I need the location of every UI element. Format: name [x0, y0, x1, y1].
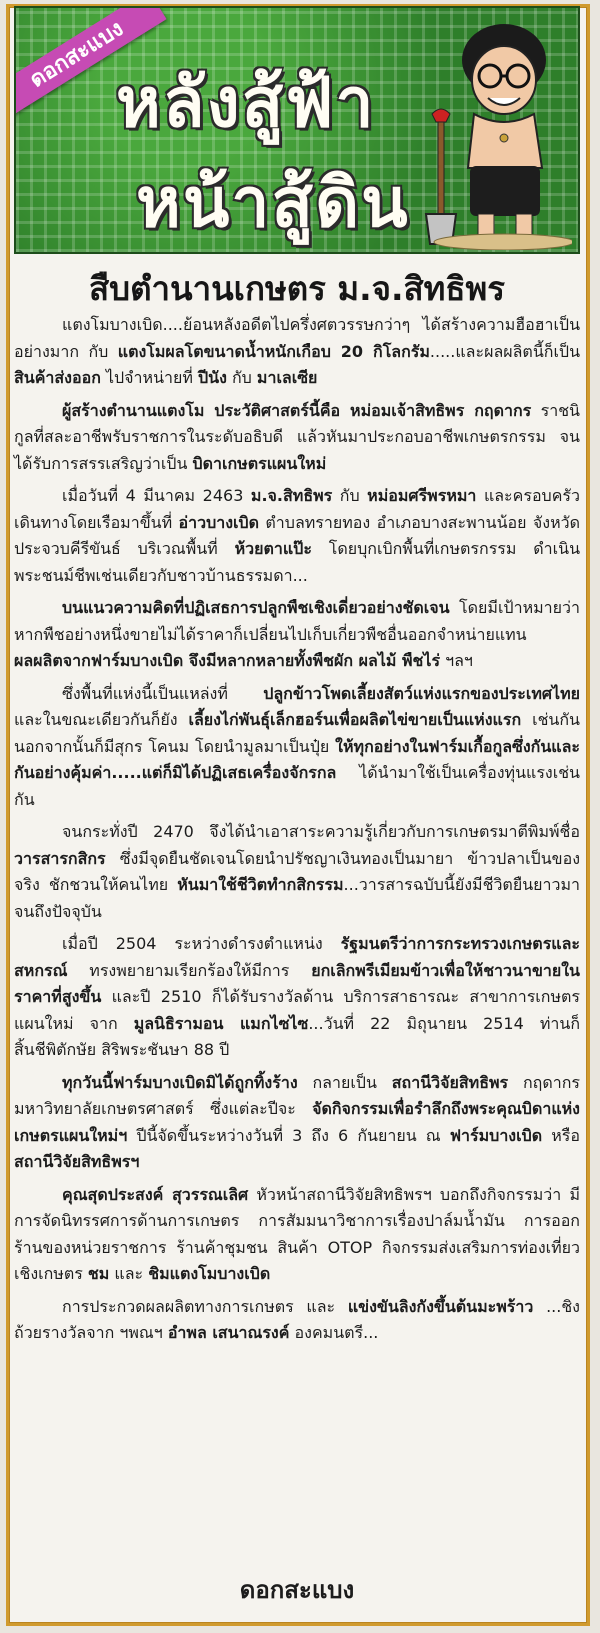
body-text-run: เมื่อวันที่ 4 มีนาคม 2463 — [62, 486, 251, 505]
body-text-run: การประกวดผลผลิตทางการเกษตร และ — [62, 1296, 348, 1316]
emphasis-text: ห้วยตาแป๊ะ — [234, 539, 312, 558]
emphasis-text: หม่อมศรีพรหมา — [367, 486, 477, 505]
body-text-run: แตงโมบางเบิด....ย้อนหลังอดีตไปครึ่งศตวรรษกว่าๆ ได้สร้างความฮือฮาเป็นอย่างมาก กับ — [14, 315, 580, 361]
emphasis-text: ชิมแตงโมบางเบิด — [148, 1264, 271, 1283]
article-paragraph — [14, 398, 580, 478]
body-text-run: กฤดากร มหาวิทยาลัยเกษตรศาสตร์ ซึ่งแต่ละปีจะ — [14, 1072, 580, 1118]
body-text-run: ราชนิกูลที่สละอาชีพรับราชการในระดับอธิบดี แล้วหันมาประกอบอาชีพเกษตรกรรม จนได้รับการสรรเสริญว่าเป็น — [14, 400, 580, 473]
article-paragraph — [14, 1294, 580, 1347]
emphasis-text: แข่งขันลิงกังขึ้นต้นมะพร้าว — [347, 1296, 534, 1316]
emphasis-text: มูลนิธิรามอน แมกไซไซ — [133, 1013, 309, 1033]
body-text-run: ตำบลทรายทอง อำเภอบางสะพานน้อย จังหวัดประจวบคีรีขันธ์ บริเวณพื้นที่ — [14, 512, 580, 558]
article-paragraph — [14, 681, 580, 814]
emphasis-text: ปลูกข้าวโพดเลี้ยงสัตว์แห่งแรกของประเทศไทย — [263, 683, 580, 703]
body-text-run: ...วารสารฉบับนี้ยังมีชีวิตยืนยาวมาจนถึงปัจจุบัน — [14, 875, 580, 921]
body-text-run: ฯลฯ — [440, 651, 473, 670]
emphasis-text: คุณสุดประสงค์ สุวรรณเลิศ — [62, 1184, 249, 1204]
emphasis-text: บิดาเกษตรแผนใหม่ — [192, 453, 327, 473]
emphasis-text: สถานีวิจัยสิทธิพรฯ — [14, 1152, 140, 1171]
emphasis-text: หันมาใช้ชีวิตทำกสิกรรม — [177, 875, 344, 894]
column-author-ribbon: ดอกสะแบง — [14, 6, 167, 120]
body-text-run: หัวหน้าสถานีวิจัยสิทธิพรฯ บอกถึงกิจกรรมว่า มีการจัดนิทรรศการด้านการเกษตร การสัมมนาวิชาการเรื่องปาล์มน้ำมัน การออกร้านของหน่วยราชการ ร้านค้าชุมชน สินค้า OTOP กิจกรรมส่งเสริมการท่องเที่ยวเชิงเกษตร — [14, 1184, 580, 1283]
emphasis-text: ฟาร์มบางเบิด — [449, 1125, 543, 1145]
article-paragraph — [14, 931, 580, 1064]
body-text-run: ไปจำหน่ายที่ — [100, 368, 198, 387]
body-text-run: ทรงพยายามเรียกร้องให้มีการ — [67, 960, 312, 980]
emphasis-text: ทุกวันนี้ฟาร์มบางเบิดมิได้ถูกทิ้งร้าง — [62, 1072, 298, 1092]
author-signature: ดอกสะแบง — [239, 1576, 355, 1604]
body-text-run: ...วันที่ 22 มิถุนายน 2514 ท่านก็สิ้นชีพิตักษัย สิริพระชันษา 88 ปี — [14, 1013, 581, 1059]
emphasis-text: ม.จ.สิทธิพร — [250, 486, 333, 505]
body-text-run: โดยมีเป้าหมายว่า หากพืชอย่างหนึ่งขายไม่ได้ราคาก็เปลี่ยนไปเก็บเกี่ยวพืชอื่นออกจำหน่ายแทน — [14, 598, 580, 644]
emphasis-text: แตงโมผลโตขนาดน้ำหนักเกือบ 20 กิโลกรัม — [117, 341, 430, 361]
body-text-run: และปี 2510 ก็ได้รับรางวัลด้าน บริการสาธารณะ สาขาการเกษตรแผนใหม่ จาก — [14, 987, 580, 1033]
emphasis-text: สถานีวิจัยสิทธิพร — [391, 1072, 509, 1092]
caricature-illustration — [412, 18, 572, 250]
emphasis-text: สินค้าส่งออก — [14, 368, 101, 387]
body-text-run: และครอบครัว เดินทางโดยเรือมาขึ้นที่ — [14, 486, 580, 532]
emphasis-text: วารสารกสิกร — [14, 848, 106, 868]
body-text-run: และในขณะเดียวกันก็ยัง — [14, 710, 189, 729]
body-text-run: ได้นำมาใช้เป็นเครื่องทุ่นแรงเช่นกัน — [14, 763, 580, 809]
article-headline: สืบตำนานเกษตร ม.จ.สิทธิพร — [88, 269, 506, 308]
article-body — [14, 312, 580, 1353]
body-text-run: ซึ่งมีจุดยืนชัดเจนโดยนำปรัชญาเงินทองเป็นมายา ข้าวปลาเป็นของจริง ชักชวนให้คนไทย — [14, 848, 580, 894]
emphasis-text: เลี้ยงไก่พันธุ์เล็กฮอร์นเพื่อผลิตไข่ขายเป็นแห่งแรก — [188, 710, 522, 729]
body-text-run: โดยบุกเบิกพื้นที่เกษตรกรรม ดำเนินพระชนม์ชีพเช่นเดียวกับชาวบ้านธรรมดา... — [14, 539, 580, 585]
emphasis-text: ผู้สร้างตำนานแตงโม ประวัติศาสตร์นี้คือ หม่อมเจ้าสิทธิพร กฤดากร — [62, 400, 532, 420]
emphasis-text: มาเลเซีย — [256, 368, 318, 387]
body-text-run: ซึ่งพื้นที่แห่งนี้เป็นแหล่งที่ — [62, 683, 264, 703]
article-paragraph — [14, 819, 580, 925]
emphasis-text: ชม — [87, 1264, 110, 1283]
emphasis-text: ให้ทุกอย่างในฟาร์มเกื้อกูลซึ่งกันและกันอย่างคุ้มค่า.....แต่ก็มิได้ปฏิเสธเครื่องจักรกล — [14, 736, 580, 782]
body-text-run: กับ — [226, 368, 257, 387]
column-banner — [14, 6, 580, 254]
body-text-run: องคมนตรี... — [289, 1323, 379, 1342]
body-text-run: กับ — [332, 486, 368, 505]
emphasis-text: อ่าวบางเบิด — [178, 512, 260, 532]
banner-title-line-1: หลังสู้ฟ้า — [116, 64, 376, 143]
body-text-run: .....และผลผลิตนี้ก็เป็น — [429, 341, 580, 361]
emphasis-text: อำพล เสนาณรงค์ — [167, 1323, 290, 1342]
article-paragraph — [14, 312, 580, 392]
emphasis-text: ปีนัง — [198, 368, 227, 387]
banner-title-line-2: หน้าสู้ดิน — [136, 164, 410, 243]
emphasis-text: ยกเลิกพรีเมียมข้าวเพื่อให้ชาวนาขายในราคาที่สูงขึ้น — [14, 960, 580, 1006]
article-paragraph — [14, 1182, 580, 1288]
body-text-run: กลายเป็น — [297, 1072, 392, 1092]
emphasis-text: รัฐมนตรีว่าการกระทรวงเกษตรและสหกรณ์ — [14, 934, 580, 980]
body-text-run: เช่นกัน นอกจากนั้นก็มีสุกร โคนม โดยนำมูลมาเป็นปุ๋ย — [14, 710, 580, 756]
article-paragraph — [14, 483, 580, 589]
body-text-run: จนกระทั่งปี 2470 จึงได้นำเอาสาระความรู้เกี่ยวกับการเกษตรมาตีพิมพ์ชื่อ — [62, 822, 580, 841]
article-paragraph — [14, 1070, 580, 1176]
emphasis-text: บนแนวความคิดที่ปฏิเสธการปลูกพืชเชิงเดี่ยวอย่างชัดเจน — [62, 598, 450, 617]
article-paragraph — [14, 595, 580, 675]
body-text-run: ...ชิงถ้วยรางวัลจาก ฯพณฯ — [14, 1296, 580, 1342]
body-text-run: เมื่อปี 2504 ระหว่างดำรงตำแหน่ง — [62, 934, 341, 953]
emphasis-text: ผลผลิตจากฟาร์มบางเบิด จึงมีหลากหลายทั้งพืชผัก ผลไม้ พืชไร่ — [14, 651, 441, 670]
body-text-run: หรือ — [542, 1125, 580, 1145]
body-text-run: และ — [109, 1264, 149, 1283]
body-text-run: ปีนี้จัดขึ้นระหว่างวันที่ 3 ถึง 6 กันยายน ณ — [127, 1125, 450, 1145]
emphasis-text: จัดกิจกรรมเพื่อรำลึกถึงพระคุณบิดาแห่งเกษตรแผนใหม่ฯ — [14, 1099, 580, 1145]
